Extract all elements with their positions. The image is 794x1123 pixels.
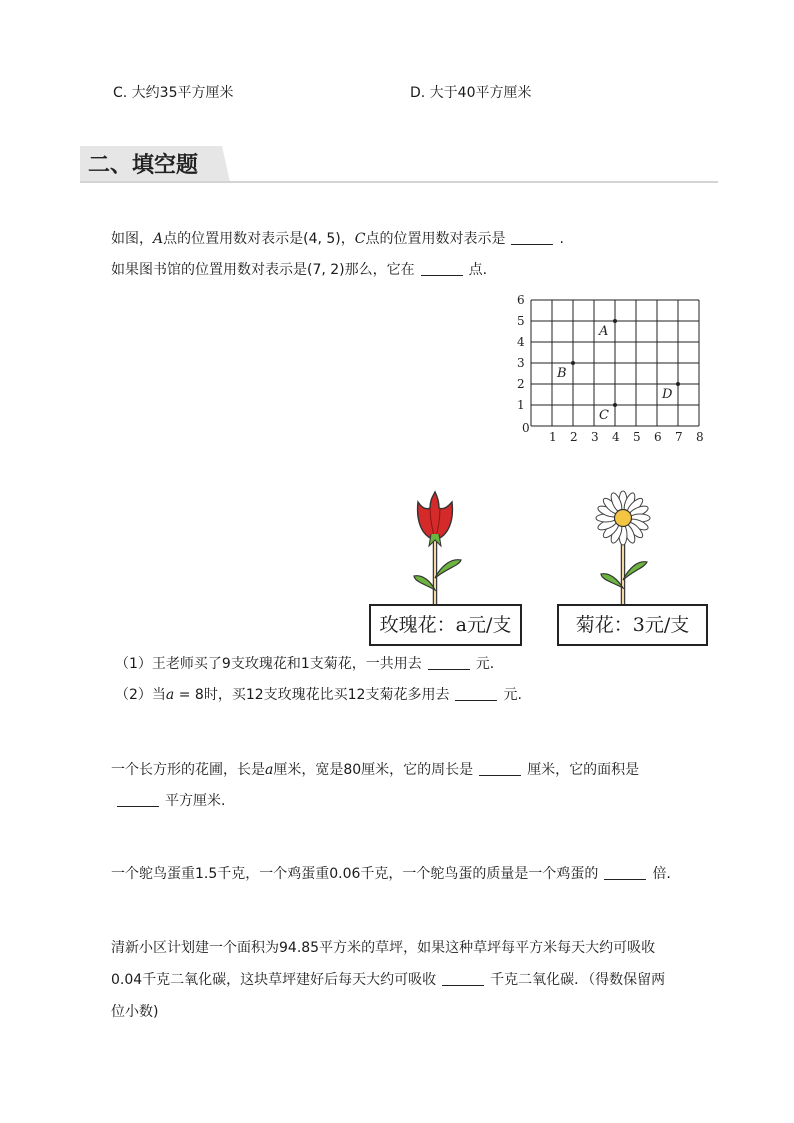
answer-blank[interactable] bbox=[421, 261, 463, 276]
x-tick-label: 3 bbox=[591, 430, 599, 444]
grid-point bbox=[613, 319, 617, 323]
q5-line1: 清新小区计划建一个面积为94.85平方米的草坪，如果这种草坪每平方米每天大约可吸收 bbox=[111, 940, 656, 956]
y-tick-label: 4 bbox=[517, 335, 525, 349]
coordinate-grid bbox=[505, 285, 710, 450]
q2-part2: （2）当a = 8时，买12支玫瑰花比买12支菊花多用去 元. bbox=[115, 687, 522, 703]
section-title: 二、填空题 bbox=[88, 153, 199, 178]
answer-blank[interactable] bbox=[604, 865, 646, 880]
y-tick-label: 3 bbox=[517, 356, 525, 370]
x-tick-label: 7 bbox=[675, 430, 683, 444]
grid-point bbox=[676, 382, 680, 386]
x-tick-label: 5 bbox=[633, 430, 641, 444]
grid-point bbox=[613, 403, 617, 407]
grid-points bbox=[556, 319, 680, 423]
answer-blank[interactable] bbox=[428, 655, 470, 670]
rose-price-label: 玫瑰花：a元/支 bbox=[369, 604, 522, 646]
grid-ticks bbox=[517, 293, 704, 444]
grid-lines bbox=[531, 300, 699, 426]
y-tick-label: 5 bbox=[517, 314, 525, 328]
point-label: A bbox=[599, 324, 609, 339]
answer-blank[interactable] bbox=[479, 761, 521, 776]
point-label: B bbox=[557, 366, 567, 381]
q4-line1: 一个鸵鸟蛋重1.5千克，一个鸡蛋重0.06千克，一个鸵鸟蛋的质量是一个鸡蛋的 倍. bbox=[111, 866, 671, 882]
daisy-price-label: 菊花：3元/支 bbox=[557, 604, 708, 646]
x-tick-label: 8 bbox=[696, 430, 704, 444]
point-label: C bbox=[599, 408, 609, 423]
rose-icon bbox=[405, 488, 465, 608]
section-divider bbox=[80, 181, 718, 183]
answer-blank[interactable] bbox=[511, 230, 553, 245]
x-tick-label: 2 bbox=[570, 430, 578, 444]
x-tick-label: 4 bbox=[612, 430, 620, 444]
y-tick-label: 6 bbox=[517, 293, 525, 307]
x-tick-label: 6 bbox=[654, 430, 662, 444]
grid-point bbox=[571, 361, 575, 365]
x-tick-label: 1 bbox=[549, 430, 557, 444]
option-d: D. 大于40平方厘米 bbox=[410, 85, 532, 101]
y-tick-label: 1 bbox=[517, 398, 525, 412]
answer-blank[interactable] bbox=[117, 792, 159, 807]
q5-line3: 位小数) bbox=[111, 1004, 159, 1020]
q2-part1: （1）王老师买了9支玫瑰花和1支菊花，一共用去 元. bbox=[115, 656, 495, 672]
y-tick-label: 2 bbox=[517, 377, 525, 391]
daisy-icon bbox=[590, 488, 656, 608]
q3-line1: 一个长方形的花圃，长是a厘米，宽是80厘米，它的周长是 厘米，它的面积是 bbox=[111, 762, 640, 778]
option-c: C. 大约35平方厘米 bbox=[113, 85, 234, 101]
answer-blank[interactable] bbox=[442, 971, 484, 986]
q1-line1: 如图，A点的位置用数对表示是(4, 5)，C点的位置用数对表示是 . bbox=[111, 231, 564, 247]
x-tick-label: 0 bbox=[522, 421, 530, 435]
answer-blank[interactable] bbox=[455, 686, 497, 701]
q5-line2: 0.04千克二氧化碳，这块草坪建好后每天大约可吸收 千克二氧化碳．（得数保留两 bbox=[111, 972, 666, 988]
q3-line2: 平方厘米. bbox=[111, 790, 225, 810]
q1-line2: 如果图书馆的位置用数对表示是(7, 2)那么，它在 点. bbox=[111, 262, 488, 278]
point-label: D bbox=[662, 387, 673, 402]
